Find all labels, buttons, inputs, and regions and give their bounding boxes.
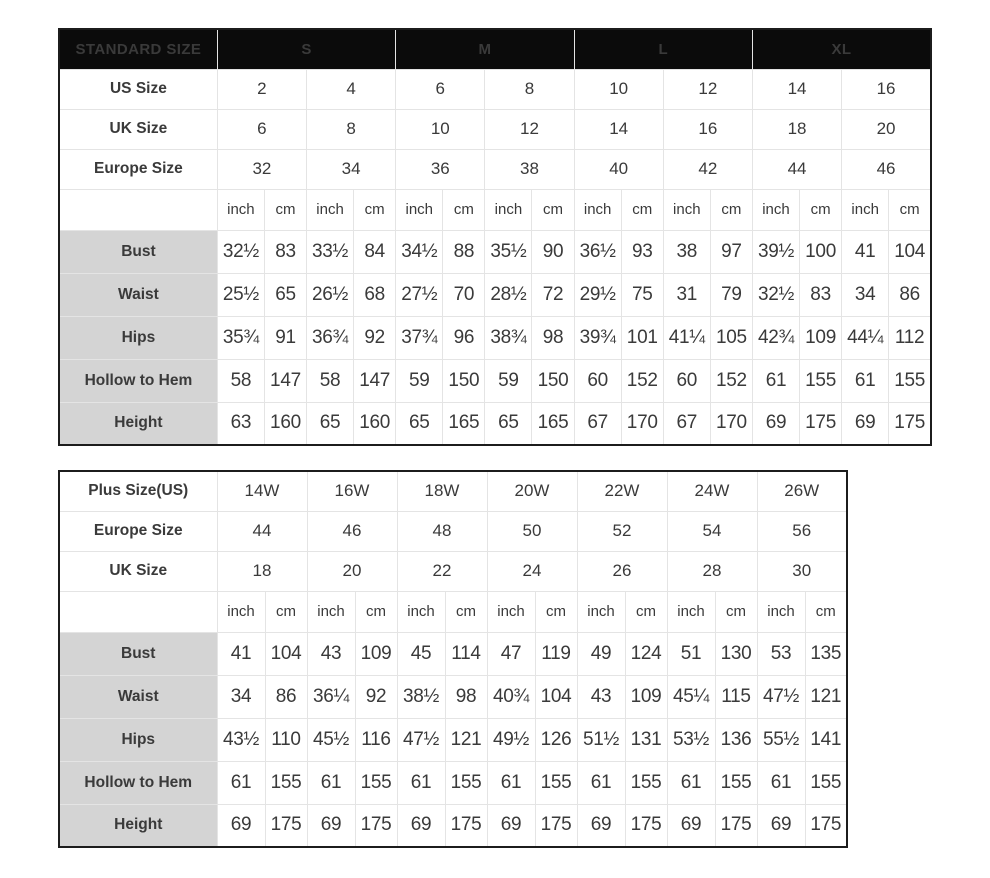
measurement-label: Height <box>59 402 217 445</box>
measurement-cm-cell: 130 <box>715 632 757 675</box>
inch-unit-label: inch <box>842 189 889 230</box>
measurement-cm-cell: 155 <box>800 359 842 402</box>
size-value-cell: 28 <box>667 551 757 591</box>
size-value-cell: 6 <box>396 69 485 109</box>
measurement-inch-cell: 69 <box>487 804 535 847</box>
cm-unit-label: cm <box>535 591 577 632</box>
standard-table-measurement-row <box>59 230 931 273</box>
standard-table-unit-row <box>59 189 931 230</box>
measurement-cm-cell: 65 <box>264 273 306 316</box>
measurement-inch-cell: 36¼ <box>307 675 355 718</box>
measurement-cm-cell: 175 <box>889 402 931 445</box>
measurement-inch-cell: 69 <box>217 804 265 847</box>
size-value-cell: 56 <box>757 511 847 551</box>
measurement-cm-cell: 86 <box>265 675 307 718</box>
measurement-inch-cell: 58 <box>217 359 264 402</box>
measurement-inch-cell: 61 <box>842 359 889 402</box>
size-value-cell: 36 <box>396 149 485 189</box>
size-value-cell: 18 <box>752 109 841 149</box>
size-value-cell: 24 <box>487 551 577 591</box>
measurement-inch-cell: 59 <box>485 359 532 402</box>
measurement-inch-cell: 67 <box>574 402 621 445</box>
measurement-inch-cell: 39½ <box>752 230 799 273</box>
measurement-inch-cell: 61 <box>757 761 805 804</box>
unit-row-spacer <box>59 189 217 230</box>
measurement-cm-cell: 104 <box>889 230 931 273</box>
measurement-cm-cell: 79 <box>710 273 752 316</box>
measurement-cm-cell: 165 <box>532 402 574 445</box>
measurement-cm-cell: 152 <box>621 359 663 402</box>
measurement-cm-cell: 98 <box>532 316 574 359</box>
measurement-inch-cell: 51½ <box>577 718 625 761</box>
measurement-inch-cell: 41¼ <box>663 316 710 359</box>
cm-unit-label: cm <box>532 189 574 230</box>
measurement-inch-cell: 47 <box>487 632 535 675</box>
measurement-inch-cell: 63 <box>217 402 264 445</box>
measurement-inch-cell: 43½ <box>217 718 265 761</box>
size-value-cell: 22 <box>397 551 487 591</box>
measurement-inch-cell: 35½ <box>485 230 532 273</box>
measurement-cm-cell: 92 <box>354 316 396 359</box>
measurement-cm-cell: 147 <box>354 359 396 402</box>
measurement-inch-cell: 53½ <box>667 718 715 761</box>
size-value-cell: 18W <box>397 471 487 511</box>
cm-unit-label: cm <box>625 591 667 632</box>
size-value-cell: 30 <box>757 551 847 591</box>
measurement-inch-cell: 37¾ <box>396 316 443 359</box>
measurement-label: Bust <box>59 632 217 675</box>
measurement-cm-cell: 110 <box>265 718 307 761</box>
measurement-cm-cell: 152 <box>710 359 752 402</box>
measurement-cm-cell: 70 <box>443 273 485 316</box>
measurement-cm-cell: 97 <box>710 230 752 273</box>
standard-table-header-row <box>59 29 931 69</box>
inch-unit-label: inch <box>667 591 715 632</box>
inch-unit-label: inch <box>396 189 443 230</box>
plus-table-unit-row <box>59 591 847 632</box>
inch-unit-label: inch <box>307 189 354 230</box>
measurement-cm-cell: 150 <box>443 359 485 402</box>
row-label: Europe Size <box>59 511 217 551</box>
measurement-inch-cell: 34 <box>842 273 889 316</box>
standard-table-size-conversion-row <box>59 69 931 109</box>
measurement-cm-cell: 88 <box>443 230 485 273</box>
measurement-inch-cell: 25½ <box>217 273 264 316</box>
size-value-cell: 42 <box>663 149 752 189</box>
measurement-cm-cell: 175 <box>805 804 847 847</box>
row-label: UK Size <box>59 109 217 149</box>
measurement-cm-cell: 109 <box>355 632 397 675</box>
measurement-inch-cell: 43 <box>577 675 625 718</box>
inch-unit-label: inch <box>577 591 625 632</box>
measurement-cm-cell: 109 <box>800 316 842 359</box>
measurement-label: Waist <box>59 273 217 316</box>
size-value-cell: 16 <box>663 109 752 149</box>
measurement-inch-cell: 45½ <box>307 718 355 761</box>
measurement-cm-cell: 141 <box>805 718 847 761</box>
measurement-inch-cell: 69 <box>752 402 799 445</box>
size-group-xl: XL <box>752 29 931 69</box>
standard-table-measurement-row <box>59 359 931 402</box>
measurement-inch-cell: 27½ <box>396 273 443 316</box>
standard-table-measurement-row <box>59 402 931 445</box>
size-value-cell: 40 <box>574 149 663 189</box>
size-value-cell: 54 <box>667 511 757 551</box>
measurement-inch-cell: 45¼ <box>667 675 715 718</box>
measurement-cm-cell: 175 <box>535 804 577 847</box>
size-value-cell: 2 <box>217 69 306 109</box>
measurement-inch-cell: 61 <box>752 359 799 402</box>
measurement-cm-cell: 84 <box>354 230 396 273</box>
measurement-inch-cell: 53 <box>757 632 805 675</box>
measurement-cm-cell: 147 <box>264 359 306 402</box>
measurement-inch-cell: 36½ <box>574 230 621 273</box>
measurement-inch-cell: 41 <box>217 632 265 675</box>
measurement-cm-cell: 155 <box>805 761 847 804</box>
measurement-cm-cell: 86 <box>889 273 931 316</box>
size-value-cell: 8 <box>485 69 574 109</box>
measurement-label: Hollow to Hem <box>59 359 217 402</box>
row-label: UK Size <box>59 551 217 591</box>
measurement-inch-cell: 49 <box>577 632 625 675</box>
size-value-cell: 20 <box>307 551 397 591</box>
measurement-inch-cell: 38 <box>663 230 710 273</box>
inch-unit-label: inch <box>663 189 710 230</box>
measurement-label: Bust <box>59 230 217 273</box>
measurement-inch-cell: 39¾ <box>574 316 621 359</box>
size-value-cell: 44 <box>752 149 841 189</box>
measurement-inch-cell: 35¾ <box>217 316 264 359</box>
size-value-cell: 10 <box>396 109 485 149</box>
measurement-inch-cell: 61 <box>667 761 715 804</box>
measurement-cm-cell: 98 <box>445 675 487 718</box>
measurement-cm-cell: 104 <box>535 675 577 718</box>
measurement-inch-cell: 26½ <box>307 273 354 316</box>
measurement-inch-cell: 61 <box>577 761 625 804</box>
cm-unit-label: cm <box>805 591 847 632</box>
size-value-cell: 14 <box>574 109 663 149</box>
cm-unit-label: cm <box>264 189 306 230</box>
measurement-inch-cell: 34½ <box>396 230 443 273</box>
measurement-label: Height <box>59 804 217 847</box>
size-group-s: S <box>217 29 395 69</box>
measurement-cm-cell: 96 <box>443 316 485 359</box>
standard-table-size-conversion-row <box>59 149 931 189</box>
measurement-inch-cell: 69 <box>757 804 805 847</box>
plus-table-measurement-row <box>59 632 847 675</box>
measurement-inch-cell: 28½ <box>485 273 532 316</box>
measurement-cm-cell: 135 <box>805 632 847 675</box>
measurement-inch-cell: 45 <box>397 632 445 675</box>
size-value-cell: 14 <box>752 69 841 109</box>
size-value-cell: 14W <box>217 471 307 511</box>
measurement-inch-cell: 69 <box>307 804 355 847</box>
measurement-inch-cell: 69 <box>397 804 445 847</box>
measurement-inch-cell: 58 <box>307 359 354 402</box>
measurement-cm-cell: 121 <box>445 718 487 761</box>
size-value-cell: 46 <box>307 511 397 551</box>
measurement-inch-cell: 41 <box>842 230 889 273</box>
measurement-inch-cell: 43 <box>307 632 355 675</box>
measurement-cm-cell: 115 <box>715 675 757 718</box>
size-value-cell: 18 <box>217 551 307 591</box>
measurement-inch-cell: 69 <box>667 804 715 847</box>
size-value-cell: 12 <box>485 109 574 149</box>
measurement-inch-cell: 61 <box>397 761 445 804</box>
measurement-inch-cell: 61 <box>217 761 265 804</box>
measurement-cm-cell: 116 <box>355 718 397 761</box>
size-value-cell: 6 <box>217 109 306 149</box>
plus-table-measurement-row <box>59 761 847 804</box>
measurement-cm-cell: 175 <box>715 804 757 847</box>
size-value-cell: 16 <box>842 69 931 109</box>
measurement-cm-cell: 170 <box>710 402 752 445</box>
inch-unit-label: inch <box>397 591 445 632</box>
plus-table-measurement-row <box>59 718 847 761</box>
measurement-label: Hips <box>59 316 217 359</box>
inch-unit-label: inch <box>757 591 805 632</box>
inch-unit-label: inch <box>752 189 799 230</box>
measurement-inch-cell: 65 <box>485 402 532 445</box>
measurement-inch-cell: 44¼ <box>842 316 889 359</box>
measurement-inch-cell: 69 <box>577 804 625 847</box>
measurement-cm-cell: 109 <box>625 675 667 718</box>
measurement-cm-cell: 72 <box>532 273 574 316</box>
measurement-inch-cell: 67 <box>663 402 710 445</box>
plus-table-measurement-row <box>59 804 847 847</box>
measurement-label: Waist <box>59 675 217 718</box>
unit-row-spacer <box>59 591 217 632</box>
plus-table-measurement-row <box>59 675 847 718</box>
measurement-cm-cell: 170 <box>621 402 663 445</box>
size-value-cell: 52 <box>577 511 667 551</box>
cm-unit-label: cm <box>710 189 752 230</box>
measurement-cm-cell: 75 <box>621 273 663 316</box>
measurement-cm-cell: 114 <box>445 632 487 675</box>
measurement-inch-cell: 55½ <box>757 718 805 761</box>
measurement-cm-cell: 150 <box>532 359 574 402</box>
size-value-cell: 26 <box>577 551 667 591</box>
measurement-inch-cell: 33½ <box>307 230 354 273</box>
size-value-cell: 16W <box>307 471 397 511</box>
measurement-cm-cell: 93 <box>621 230 663 273</box>
cm-unit-label: cm <box>355 591 397 632</box>
measurement-inch-cell: 32½ <box>752 273 799 316</box>
measurement-inch-cell: 40¾ <box>487 675 535 718</box>
size-value-cell: 34 <box>307 149 396 189</box>
measurement-inch-cell: 51 <box>667 632 715 675</box>
measurement-label: Hips <box>59 718 217 761</box>
cm-unit-label: cm <box>800 189 842 230</box>
size-value-cell: 26W <box>757 471 847 511</box>
measurement-cm-cell: 90 <box>532 230 574 273</box>
plus-table-size-conversion-row <box>59 471 847 511</box>
size-value-cell: 44 <box>217 511 307 551</box>
measurement-cm-cell: 83 <box>800 273 842 316</box>
inch-unit-label: inch <box>217 189 264 230</box>
measurement-inch-cell: 49½ <box>487 718 535 761</box>
measurement-inch-cell: 60 <box>574 359 621 402</box>
measurement-cm-cell: 68 <box>354 273 396 316</box>
measurement-cm-cell: 175 <box>355 804 397 847</box>
measurement-inch-cell: 38½ <box>397 675 445 718</box>
cm-unit-label: cm <box>443 189 485 230</box>
measurement-cm-cell: 155 <box>535 761 577 804</box>
measurement-cm-cell: 175 <box>800 402 842 445</box>
measurement-inch-cell: 31 <box>663 273 710 316</box>
measurement-inch-cell: 34 <box>217 675 265 718</box>
standard-table-title: STANDARD SIZE <box>59 29 217 69</box>
measurement-inch-cell: 47½ <box>757 675 805 718</box>
measurement-label: Hollow to Hem <box>59 761 217 804</box>
measurement-cm-cell: 155 <box>889 359 931 402</box>
size-value-cell: 22W <box>577 471 667 511</box>
cm-unit-label: cm <box>354 189 396 230</box>
size-value-cell: 24W <box>667 471 757 511</box>
size-group-m: M <box>396 29 574 69</box>
inch-unit-label: inch <box>485 189 532 230</box>
measurement-cm-cell: 121 <box>805 675 847 718</box>
size-value-cell: 4 <box>307 69 396 109</box>
measurement-cm-cell: 131 <box>625 718 667 761</box>
standard-table-size-conversion-row <box>59 109 931 149</box>
size-value-cell: 48 <box>397 511 487 551</box>
measurement-cm-cell: 155 <box>715 761 757 804</box>
measurement-inch-cell: 61 <box>487 761 535 804</box>
measurement-cm-cell: 112 <box>889 316 931 359</box>
measurement-inch-cell: 29½ <box>574 273 621 316</box>
measurement-cm-cell: 101 <box>621 316 663 359</box>
inch-unit-label: inch <box>307 591 355 632</box>
row-label: Europe Size <box>59 149 217 189</box>
measurement-inch-cell: 47½ <box>397 718 445 761</box>
size-value-cell: 32 <box>217 149 306 189</box>
size-value-cell: 50 <box>487 511 577 551</box>
cm-unit-label: cm <box>889 189 931 230</box>
measurement-cm-cell: 155 <box>445 761 487 804</box>
cm-unit-label: cm <box>265 591 307 632</box>
size-value-cell: 46 <box>842 149 931 189</box>
measurement-cm-cell: 136 <box>715 718 757 761</box>
plus-size-table <box>58 470 848 848</box>
size-value-cell: 8 <box>307 109 396 149</box>
measurement-inch-cell: 42¾ <box>752 316 799 359</box>
size-group-l: L <box>574 29 752 69</box>
measurement-inch-cell: 69 <box>842 402 889 445</box>
measurement-cm-cell: 175 <box>625 804 667 847</box>
row-label: US Size <box>59 69 217 109</box>
measurement-cm-cell: 119 <box>535 632 577 675</box>
row-label: Plus Size(US) <box>59 471 217 511</box>
plus-table-size-conversion-row <box>59 511 847 551</box>
plus-table-size-conversion-row <box>59 551 847 591</box>
size-value-cell: 10 <box>574 69 663 109</box>
cm-unit-label: cm <box>445 591 487 632</box>
measurement-cm-cell: 92 <box>355 675 397 718</box>
cm-unit-label: cm <box>621 189 663 230</box>
standard-table-measurement-row <box>59 316 931 359</box>
measurement-inch-cell: 61 <box>307 761 355 804</box>
measurement-inch-cell: 36¾ <box>307 316 354 359</box>
standard-size-table <box>58 28 932 446</box>
measurement-cm-cell: 155 <box>355 761 397 804</box>
measurement-cm-cell: 175 <box>265 804 307 847</box>
measurement-cm-cell: 91 <box>264 316 306 359</box>
cm-unit-label: cm <box>715 591 757 632</box>
measurement-inch-cell: 59 <box>396 359 443 402</box>
measurement-cm-cell: 104 <box>265 632 307 675</box>
measurement-inch-cell: 32½ <box>217 230 264 273</box>
size-value-cell: 12 <box>663 69 752 109</box>
size-value-cell: 38 <box>485 149 574 189</box>
measurement-cm-cell: 126 <box>535 718 577 761</box>
standard-table-measurement-row <box>59 273 931 316</box>
measurement-inch-cell: 60 <box>663 359 710 402</box>
measurement-cm-cell: 155 <box>265 761 307 804</box>
measurement-cm-cell: 105 <box>710 316 752 359</box>
measurement-cm-cell: 100 <box>800 230 842 273</box>
inch-unit-label: inch <box>217 591 265 632</box>
size-value-cell: 20 <box>842 109 931 149</box>
measurement-cm-cell: 160 <box>354 402 396 445</box>
measurement-cm-cell: 175 <box>445 804 487 847</box>
inch-unit-label: inch <box>574 189 621 230</box>
measurement-cm-cell: 160 <box>264 402 306 445</box>
measurement-inch-cell: 65 <box>396 402 443 445</box>
measurement-cm-cell: 124 <box>625 632 667 675</box>
size-value-cell: 20W <box>487 471 577 511</box>
measurement-inch-cell: 38¾ <box>485 316 532 359</box>
measurement-cm-cell: 83 <box>264 230 306 273</box>
measurement-cm-cell: 155 <box>625 761 667 804</box>
measurement-inch-cell: 65 <box>307 402 354 445</box>
inch-unit-label: inch <box>487 591 535 632</box>
measurement-cm-cell: 165 <box>443 402 485 445</box>
